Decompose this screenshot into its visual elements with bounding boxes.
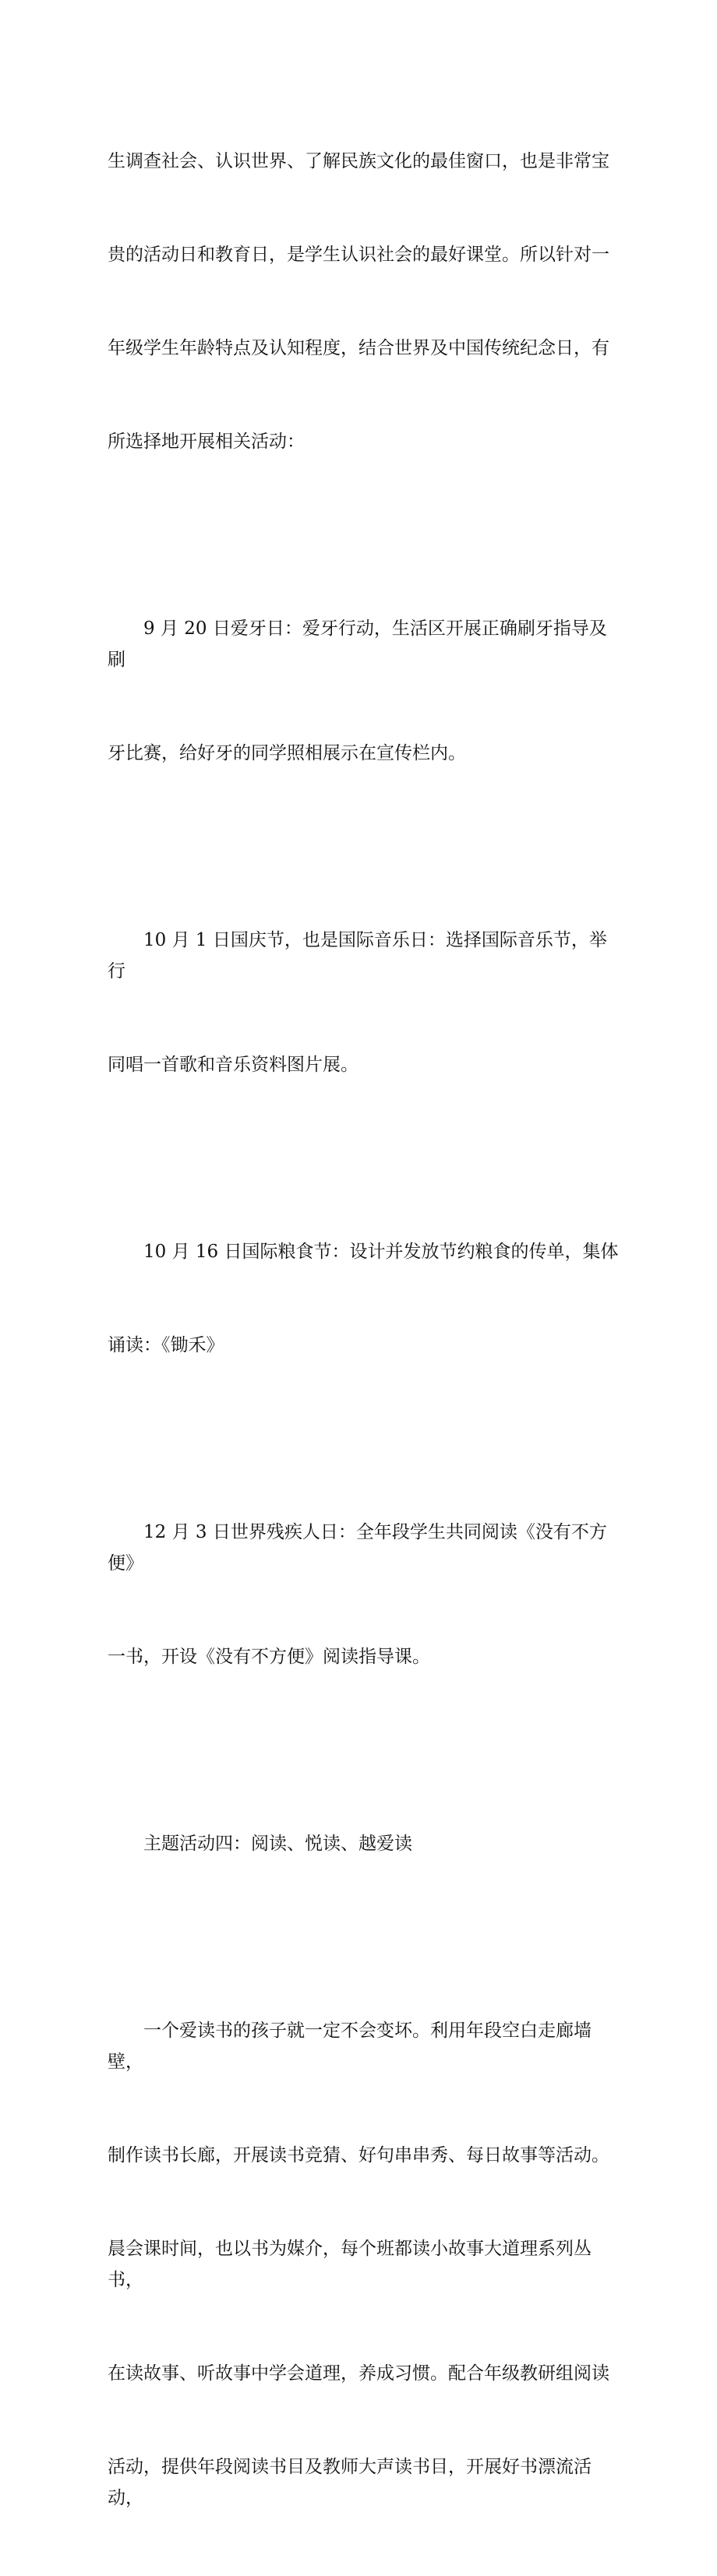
paragraph-spacer bbox=[108, 831, 622, 862]
text-line: 贵的活动日和教育日，是学生认识社会的最好课堂。所以针对一 bbox=[108, 245, 609, 265]
section-heading-theme-four bbox=[108, 1766, 622, 1922]
text-line: 活动，提供年段阅读书目及教师大声读书目，开展好书漂流活动， bbox=[108, 2457, 592, 2508]
text-line: 所选择地开展相关活动： bbox=[108, 432, 305, 452]
paragraph-tooth-day bbox=[108, 551, 622, 831]
paragraph-spacer bbox=[108, 1423, 622, 1454]
text-line: 制作读书长廊，开展读书竞猜、好句串串秀、每日故事等活动。 bbox=[108, 2145, 609, 2165]
paragraph-food-day bbox=[108, 1174, 622, 1423]
paragraph-spacer bbox=[108, 1143, 622, 1174]
text-line: 在读故事、听故事中学会道理，养成习惯。配合年级教研组阅读 bbox=[108, 2363, 609, 2384]
text-line: 牙比赛，给好牙的同学照相展示在宣传栏内。 bbox=[108, 743, 466, 763]
text-line: 同唱一首歌和音乐资料图片展。 bbox=[108, 1055, 358, 1075]
paragraph-spacer bbox=[108, 1922, 622, 1953]
paragraph-spacer bbox=[108, 1735, 622, 1766]
text-line: 诵读：《锄禾》 bbox=[108, 1335, 224, 1355]
text-line: 一书，开设《没有不方便》阅读指导课。 bbox=[108, 1647, 430, 1667]
paragraph-reading bbox=[108, 1953, 622, 2576]
text-line: 晨会课时间，也以书为媒介，每个班都读小故事大道理系列丛书， bbox=[108, 2239, 592, 2290]
text-line: 年级学生年龄特点及认知程度，结合世界及中国传统纪念日，有 bbox=[108, 338, 609, 358]
text-line: 12 月 3 日世界残疾人日：全年段学生共同阅读《没有不方便》 bbox=[108, 1522, 607, 1573]
text-line: 10 月 1 日国庆节，也是国际音乐日：选择国际音乐节，举行 bbox=[108, 930, 607, 981]
text-line: 9 月 20 日爱牙日：爱牙行动，生活区开展正确刷牙指导及刷 bbox=[108, 618, 607, 670]
text-line: 一个爱读书的孩子就一定不会变坏。利用年段空白走廊墙壁， bbox=[108, 2021, 592, 2072]
text-line: 生调查社会、认识世界、了解民族文化的最佳窗口，也是非常宝 bbox=[108, 151, 609, 171]
paragraph-disability-day bbox=[108, 1454, 622, 1735]
text-line: 10 月 16 日国际粮食节：设计并发放节约粮食的传单，集体 bbox=[143, 1242, 619, 1262]
paragraph-spacer bbox=[108, 520, 622, 551]
document-body bbox=[108, 83, 622, 2576]
text-line: 主题活动四：阅读、悦读、越爱读 bbox=[143, 1834, 412, 1854]
paragraph-national-day bbox=[108, 862, 622, 1143]
paragraph-intro bbox=[108, 83, 622, 520]
